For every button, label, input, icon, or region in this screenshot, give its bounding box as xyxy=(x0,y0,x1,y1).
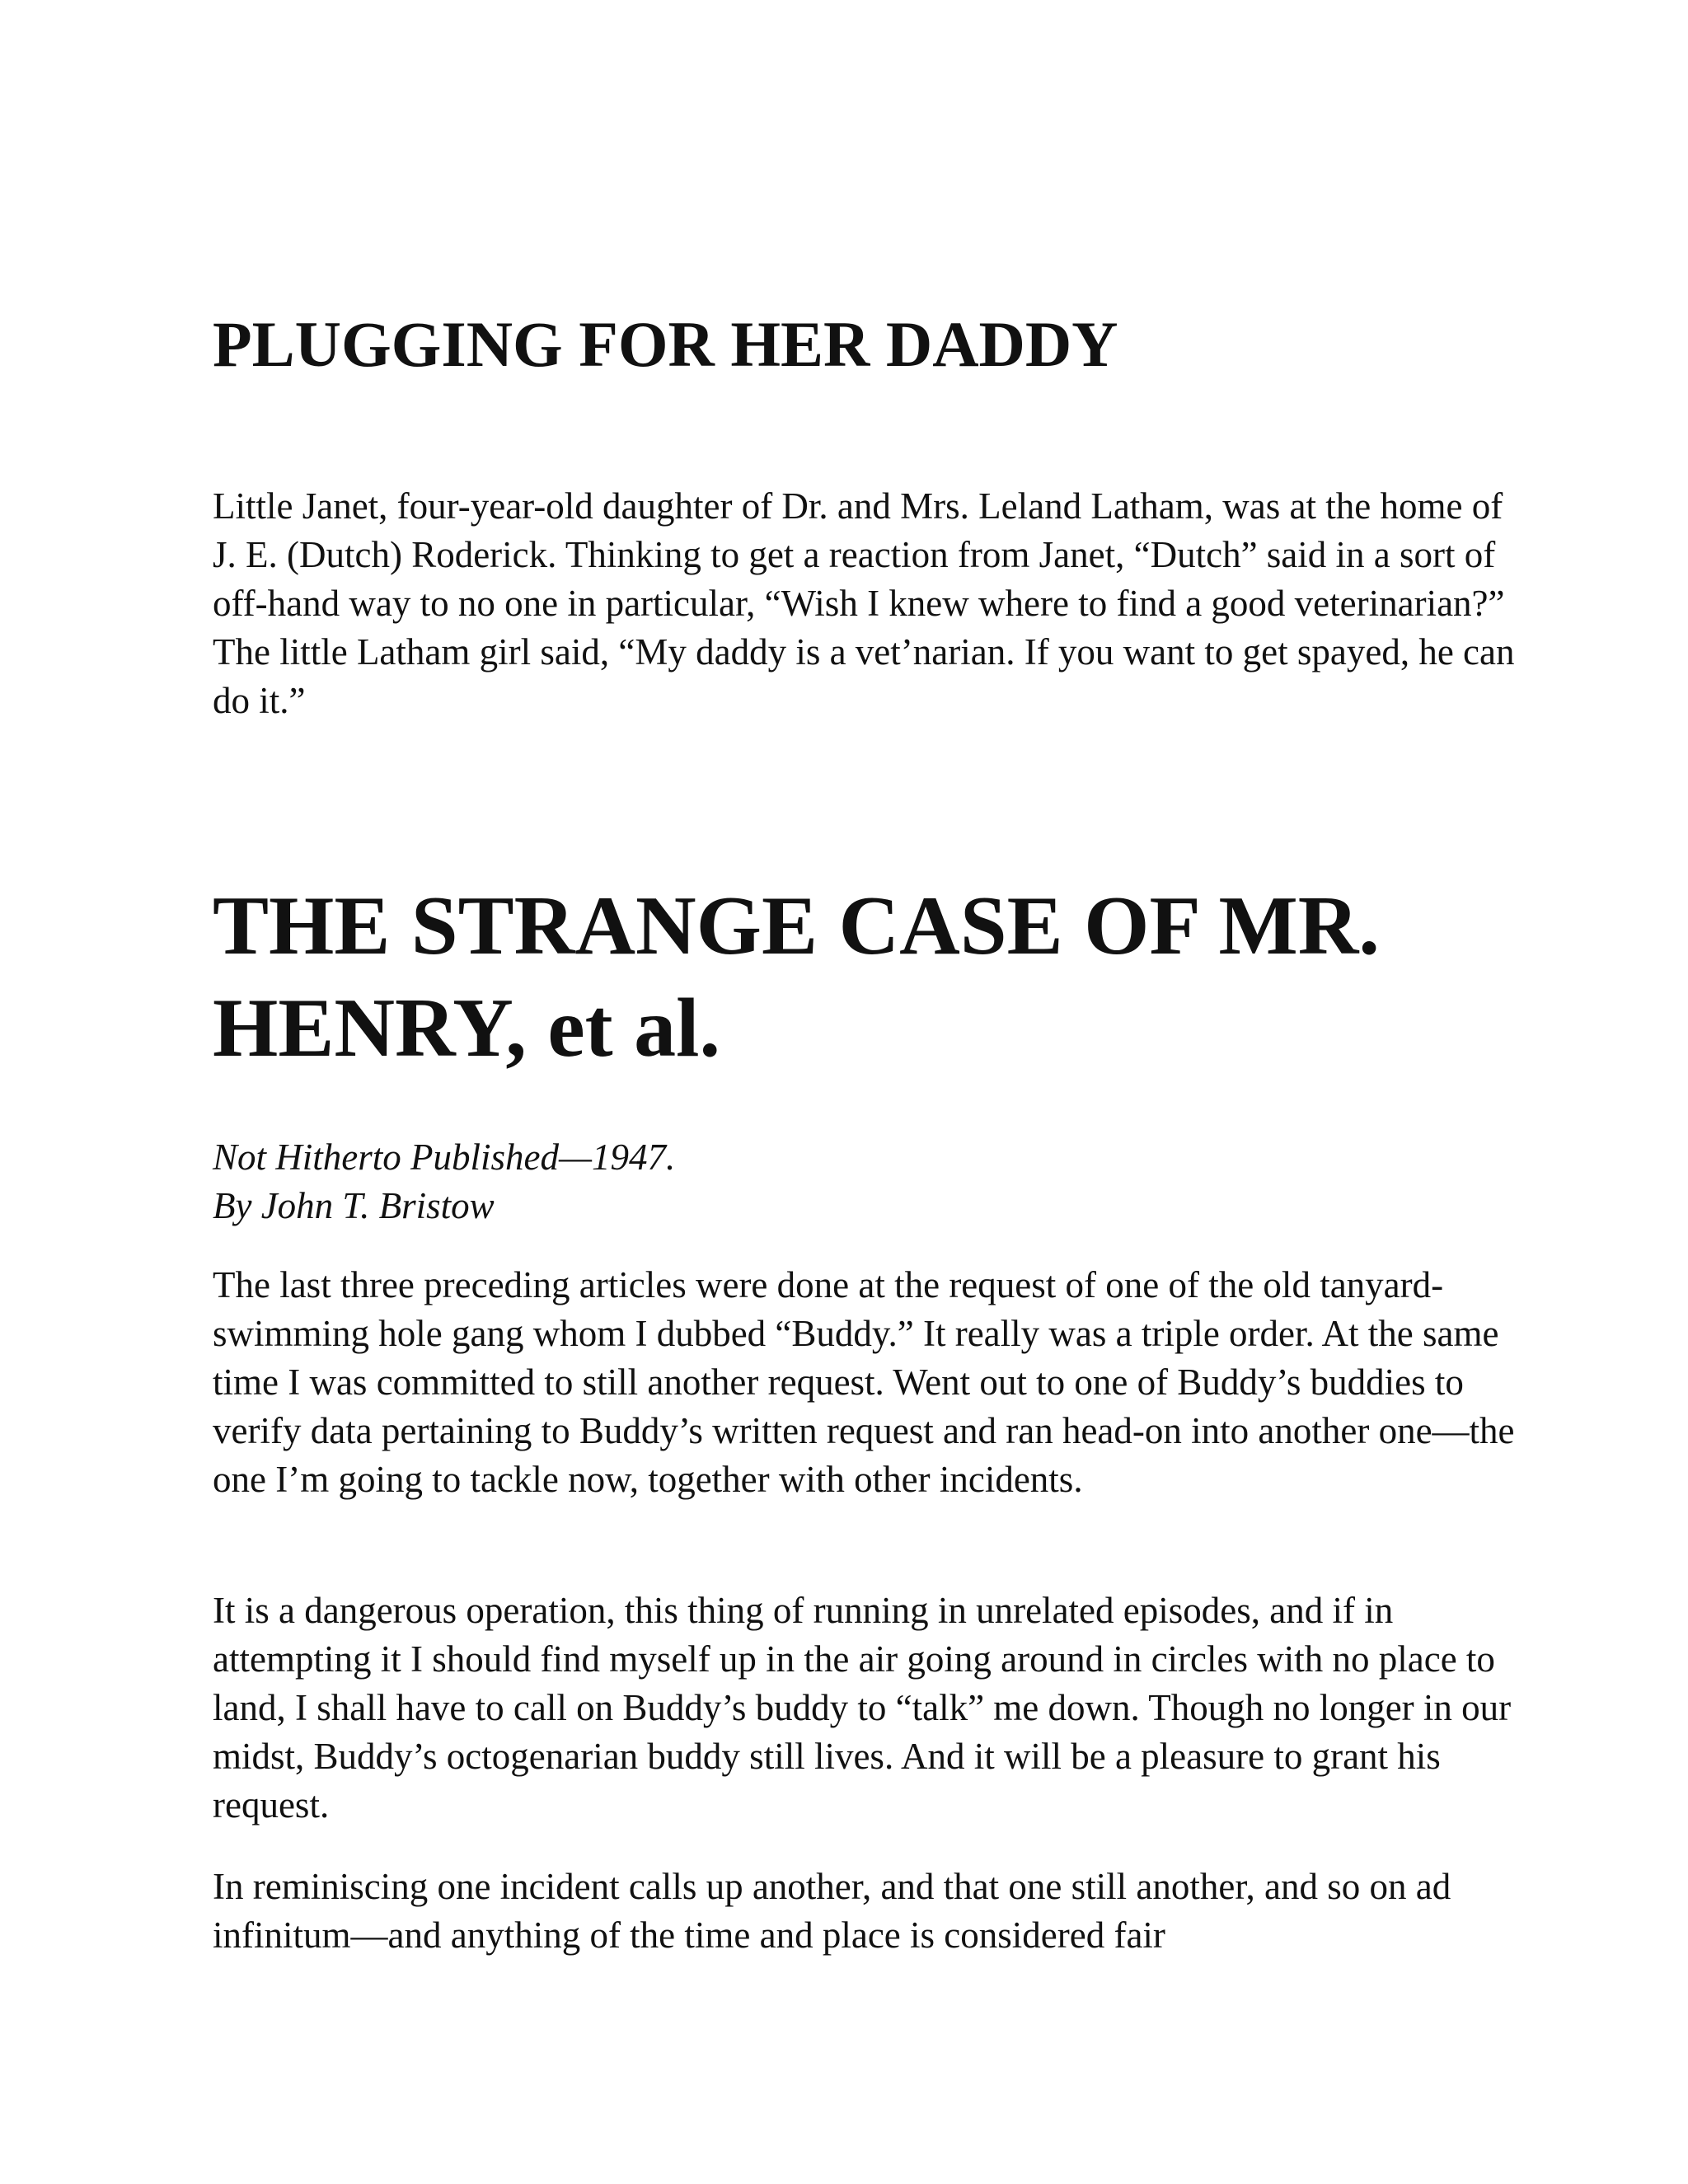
paragraph-janet: Little Janet, four-year-old daughter of Dr. and Mrs. Leland Latham, was at the home of J. E. (Dutch) Roderick. Thinking to get a reaction from Janet, “Dutch” said in a sort of off-hand way to no one in particular, “Wish I knew where to find a good veterinarian?” The little Latham girl said, “My daddy is a vet’narian. If you want to get spayed, he can do it.” xyxy=(213,485,1515,721)
paragraph-preceding-articles: The last three preceding articles were done at the request of one of the old tanyard-swimming hole gang whom I dubbed “Buddy.” It really was a triple order. At the same time I was committed to still another request. Went out to one of Buddy’s buddies to verify data pertaining to Buddy’s written request and ran head-on into another one—the one I’m going to tackle now, together with other incidents. xyxy=(213,1264,1515,1500)
section-title-strange-case: THE STRANGE CASE OF MR. HENRY, et al. xyxy=(213,879,1380,1075)
author-line: By John T. Bristow xyxy=(213,1185,495,1226)
paragraph-dangerous-operation: It is a dangerous operation, this thing of running in unrelated episodes, and if in attempting it I should find myself up in the air going around in circles with no place to land, I shall have to call on Buddy’s buddy to “talk” me down. Though no longer in our midst, Buddy’s octogenarian buddy still lives. And it will be a pleasure to grant his request. xyxy=(213,1590,1512,1825)
section-title-plugging: PLUGGING FOR HER DADDY xyxy=(213,308,1118,380)
paragraph-reminiscing: In reminiscing one incident calls up another, and that one still another, and so on ad infinitum—and anything of the time and place is considered fair xyxy=(213,1866,1451,1956)
article-byline xyxy=(213,1133,1515,1230)
publication-note: Not Hitherto Published—1947. xyxy=(213,1137,676,1178)
